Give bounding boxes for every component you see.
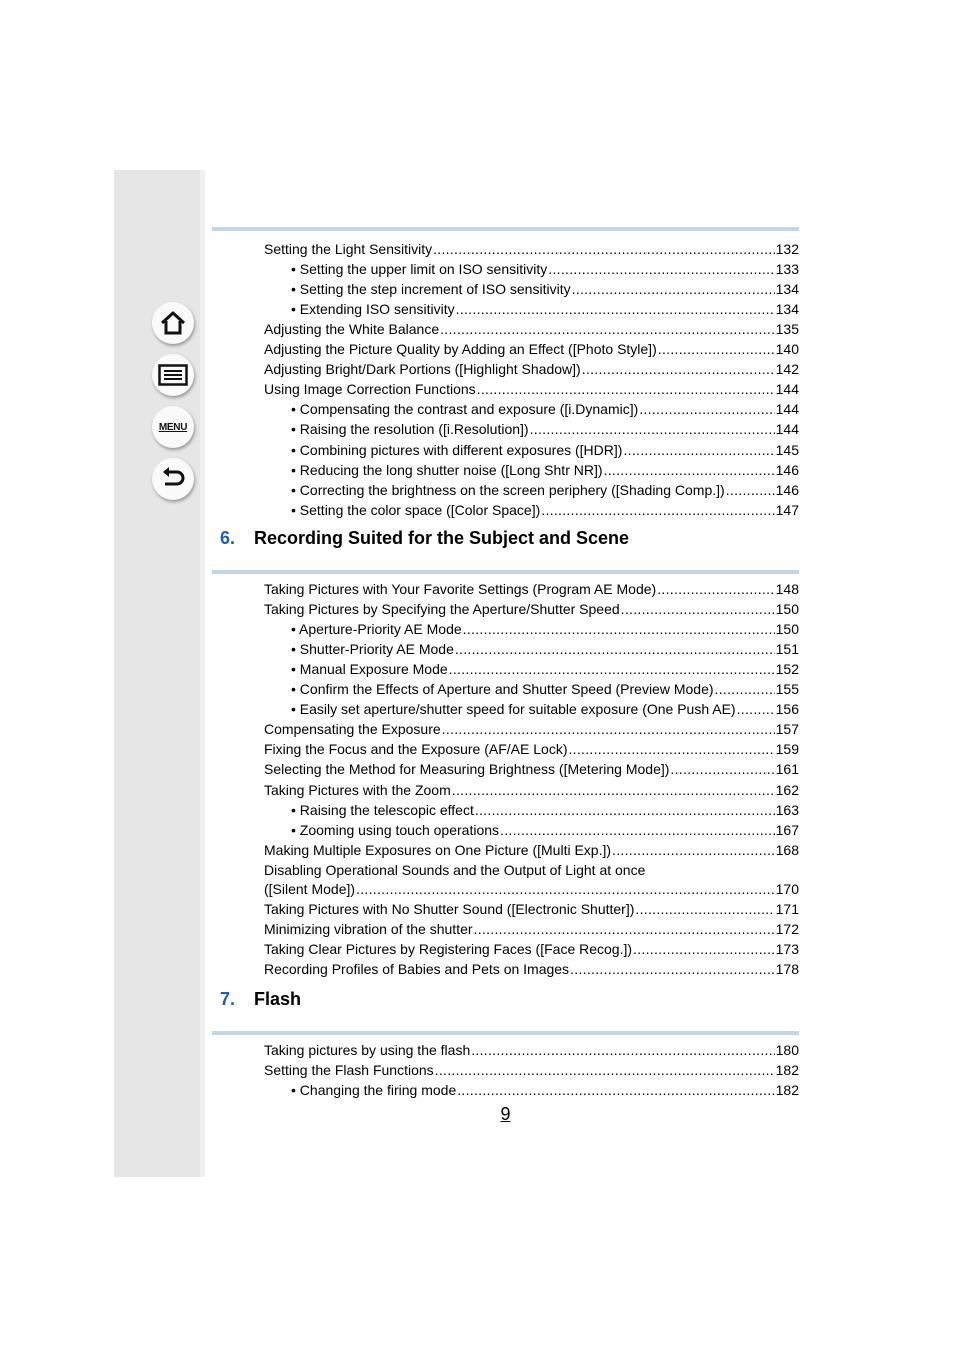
back-button[interactable] xyxy=(152,458,194,500)
dot-leader xyxy=(456,299,775,319)
dot-leader xyxy=(475,800,775,820)
dot-leader xyxy=(635,899,774,919)
dot-leader xyxy=(737,699,775,719)
section-number: 7. xyxy=(220,989,236,1009)
toc-entry-title: Setting the Light Sensitivity xyxy=(264,241,433,257)
dot-leader xyxy=(658,339,775,359)
toc-entry[interactable] xyxy=(264,840,799,860)
toc-page-number: 155 xyxy=(775,681,799,698)
dot-leader xyxy=(657,579,774,599)
toc-page-number: 168 xyxy=(775,841,799,858)
toc-entry-title: Taking Clear Pictures by Registering Faces ([Face Recog.]) xyxy=(264,941,633,958)
section-6-rule xyxy=(212,570,799,574)
toc-entry-title: • Compensating the contrast and exposure ([i.Dynamic]) xyxy=(291,401,639,418)
toc-page-number: 132 xyxy=(775,241,799,257)
home-icon xyxy=(159,310,187,336)
toc-subentry[interactable] xyxy=(291,619,799,639)
toc-entry-title: • Easily set aperture/shutter speed for suitable exposure (One Push AE) xyxy=(291,701,736,718)
toc-page-number: 152 xyxy=(775,661,799,678)
toc-entry-title: Adjusting the Picture Quality by Adding an Effect ([Photo Style]) xyxy=(264,341,657,358)
dot-leader xyxy=(548,259,774,279)
toc-page-number: 134 xyxy=(775,301,799,318)
sidebar-edge xyxy=(200,170,205,1177)
toc-page-number: 159 xyxy=(775,741,799,758)
dot-leader xyxy=(621,599,775,619)
toc-entry[interactable] xyxy=(264,339,799,359)
toc-entry[interactable] xyxy=(264,359,799,379)
dot-leader xyxy=(440,319,775,339)
toc-subentry[interactable] xyxy=(291,299,799,319)
toc-subentry[interactable] xyxy=(291,279,799,299)
toc-page-number: 144 xyxy=(775,381,799,398)
section-7-rule xyxy=(212,1031,799,1035)
dot-leader xyxy=(356,879,775,899)
toc-page-number: 148 xyxy=(775,581,799,597)
toc-entry-title: Using Image Correction Functions xyxy=(264,381,476,398)
toc-entry-title: ([Silent Mode]) xyxy=(264,881,356,897)
toc-entry-title: Fixing the Focus and the Exposure (AF/AE Lock) xyxy=(264,741,568,758)
toc-subentry[interactable] xyxy=(291,699,799,719)
toc-entry-title: Taking Pictures with No Shutter Sound ([Electronic Shutter]) xyxy=(264,901,635,918)
toc-page-number: 140 xyxy=(775,341,799,358)
contents-button[interactable] xyxy=(152,354,194,396)
toc-page-number: 150 xyxy=(775,621,799,638)
toc-page-number: 145 xyxy=(775,441,799,458)
back-arrow-icon xyxy=(159,466,187,492)
toc-entry-title: • Confirm the Effects of Aperture and Shutter Speed (Preview Mode) xyxy=(291,681,714,698)
toc-entry-title: Adjusting the White Balance xyxy=(264,321,440,338)
toc-page-number: 144 xyxy=(775,401,799,418)
dot-leader xyxy=(572,279,775,299)
toc-page-number: 147 xyxy=(775,501,799,518)
section-6-heading[interactable] xyxy=(220,527,629,549)
toc-entry-title: • Raising the resolution ([i.Resolution]) xyxy=(291,421,529,438)
toc-page-number: 142 xyxy=(775,361,799,378)
toc-page-number: 156 xyxy=(775,701,799,718)
dot-leader xyxy=(568,739,774,759)
toc-page-number: 170 xyxy=(775,881,799,897)
page-number: 9 xyxy=(500,1104,511,1124)
toc-subentry[interactable] xyxy=(291,679,799,699)
toc-page-number: 167 xyxy=(775,821,799,838)
toc-entry[interactable] xyxy=(264,319,799,339)
section-title: Recording Suited for the Subject and Scene xyxy=(254,528,630,548)
dot-leader xyxy=(726,480,775,500)
dot-leader xyxy=(639,399,774,419)
section-7-heading[interactable] xyxy=(220,988,301,1010)
dot-leader xyxy=(582,359,775,379)
menu-label: MENU xyxy=(158,421,188,433)
toc-entry[interactable] xyxy=(264,239,799,259)
toc-entry-title: • Aperture-Priority AE Mode xyxy=(291,621,462,638)
section-title: Flash xyxy=(254,989,302,1009)
toc-entry-title: Recording Profiles of Babies and Pets on Images xyxy=(264,961,570,978)
dot-leader xyxy=(604,460,775,480)
section-number: 6. xyxy=(220,528,236,548)
list-icon xyxy=(158,364,188,386)
toc-page-number: 133 xyxy=(775,261,799,278)
dot-leader xyxy=(570,959,775,979)
toc-entry-title: Taking Pictures by Specifying the Aperture/Shutter Speed xyxy=(264,601,620,618)
toc-entry-title: Adjusting Bright/Dark Portions ([Highlight Shadow]) xyxy=(264,361,581,378)
toc-entry-title: • Shutter-Priority AE Mode xyxy=(291,641,454,658)
toc-subentry[interactable] xyxy=(291,480,799,500)
top-rule xyxy=(212,227,799,231)
toc-page-number: 180 xyxy=(775,1042,799,1058)
dot-leader xyxy=(633,939,775,959)
toc-entry[interactable] xyxy=(264,599,799,619)
toc-entry-title: • Changing the firing mode xyxy=(291,1082,457,1098)
toc-entry-title: • Combining pictures with different exposures ([HDR]) xyxy=(291,441,623,458)
dot-leader xyxy=(670,759,774,779)
toc-subentry[interactable] xyxy=(291,500,799,520)
dot-leader xyxy=(449,659,775,679)
toc-page-number: 173 xyxy=(775,941,799,958)
toc-entry-text[interactable]: Disabling Operational Sounds and the Output of Light at once xyxy=(264,862,646,878)
toc-page-number: 146 xyxy=(775,481,799,498)
dot-leader xyxy=(715,679,775,699)
toc-entry[interactable] xyxy=(264,919,799,939)
toc-page-number: 162 xyxy=(775,781,799,798)
toc-entry-title: Taking Pictures with the Zoom xyxy=(264,781,451,798)
dot-leader xyxy=(435,1060,775,1080)
toc-page-number: 182 xyxy=(775,1062,799,1078)
toc-entry-title: Setting the Flash Functions xyxy=(264,1062,434,1078)
toc-entry[interactable] xyxy=(264,939,799,959)
dot-leader xyxy=(500,820,775,840)
toc-entry-title: • Manual Exposure Mode xyxy=(291,661,448,678)
dot-leader xyxy=(452,780,775,800)
toc-entry-title: • Setting the step increment of ISO sensitivity xyxy=(291,281,571,298)
toc-entry-title: Selecting the Method for Measuring Brightness ([Metering Mode]) xyxy=(264,761,670,778)
toc-entry-title: Compensating the Exposure xyxy=(264,721,441,738)
toc-entry-title: Taking Pictures with Your Favorite Settings (Program AE Mode) xyxy=(264,581,657,597)
home-button[interactable] xyxy=(152,302,194,344)
toc-page-number: 161 xyxy=(775,761,799,778)
toc-entry[interactable] xyxy=(264,899,799,919)
toc-entry[interactable] xyxy=(264,1040,799,1060)
toc-page-number: 144 xyxy=(775,421,799,438)
toc-subentry[interactable] xyxy=(291,639,799,659)
toc-entry[interactable] xyxy=(264,739,799,759)
toc-entry-title: Making Multiple Exposures on One Picture ([Multi Exp.]) xyxy=(264,841,612,858)
toc-entry-title: • Correcting the brightness on the screen periphery ([Shading Comp.]) xyxy=(291,481,725,498)
toc-entry-title: • Raising the telescopic effect xyxy=(291,801,474,818)
dot-leader xyxy=(442,719,775,739)
toc-subentry[interactable] xyxy=(291,1080,799,1100)
toc-entry-title: • Setting the upper limit on ISO sensitivity xyxy=(291,261,548,278)
dot-leader xyxy=(623,440,774,460)
toc-subentry[interactable] xyxy=(291,419,799,439)
toc-entry-title: • Setting the color space ([Color Space]) xyxy=(291,501,541,518)
toc-entry[interactable] xyxy=(264,879,799,899)
dot-leader xyxy=(457,1080,774,1100)
toc-entry-title: • Reducing the long shutter noise ([Long Shtr NR]) xyxy=(291,461,603,478)
toc-page-number: 182 xyxy=(775,1082,799,1098)
toc-page-number: 163 xyxy=(775,801,799,818)
toc-entry[interactable] xyxy=(264,959,799,979)
dot-leader xyxy=(433,239,775,259)
toc-page-number: 146 xyxy=(775,461,799,478)
toc-page-number: 172 xyxy=(775,921,799,938)
toc-entry[interactable] xyxy=(264,579,799,599)
dot-leader xyxy=(477,379,775,399)
toc-page-number: 134 xyxy=(775,281,799,298)
toc-subentry[interactable] xyxy=(291,659,799,679)
toc-page-number: 135 xyxy=(775,321,799,338)
dot-leader xyxy=(530,419,775,439)
toc-entry[interactable] xyxy=(264,379,799,399)
toc-page-number: 151 xyxy=(775,641,799,658)
toc-subentry[interactable] xyxy=(291,460,799,480)
dot-leader xyxy=(474,919,775,939)
dot-leader xyxy=(612,840,775,860)
toc-entry[interactable] xyxy=(264,719,799,739)
toc-subentry[interactable] xyxy=(291,440,799,460)
dot-leader xyxy=(471,1040,774,1060)
toc-subentry[interactable] xyxy=(291,259,799,279)
toc-page-number: 157 xyxy=(775,721,799,738)
dot-leader xyxy=(455,639,775,659)
toc-page-number: 178 xyxy=(775,961,799,978)
toc-subentry[interactable] xyxy=(291,399,799,419)
dot-leader xyxy=(541,500,774,520)
toc-entry[interactable] xyxy=(264,759,799,779)
toc-entry-title: Minimizing vibration of the shutter xyxy=(264,921,473,938)
toc-page-number: 150 xyxy=(775,601,799,618)
toc-page-number: 171 xyxy=(775,901,799,918)
toc-entry-title: • Zooming using touch operations xyxy=(291,821,500,838)
toc-entry-title: Taking pictures by using the flash xyxy=(264,1042,471,1058)
toc-subentry[interactable] xyxy=(291,800,799,820)
toc-entry[interactable] xyxy=(264,1060,799,1080)
menu-button[interactable] xyxy=(152,406,194,448)
toc-entry-title: • Extending ISO sensitivity xyxy=(291,301,455,318)
toc-entry[interactable] xyxy=(264,780,799,800)
dot-leader xyxy=(463,619,775,639)
toc-subentry[interactable] xyxy=(291,820,799,840)
